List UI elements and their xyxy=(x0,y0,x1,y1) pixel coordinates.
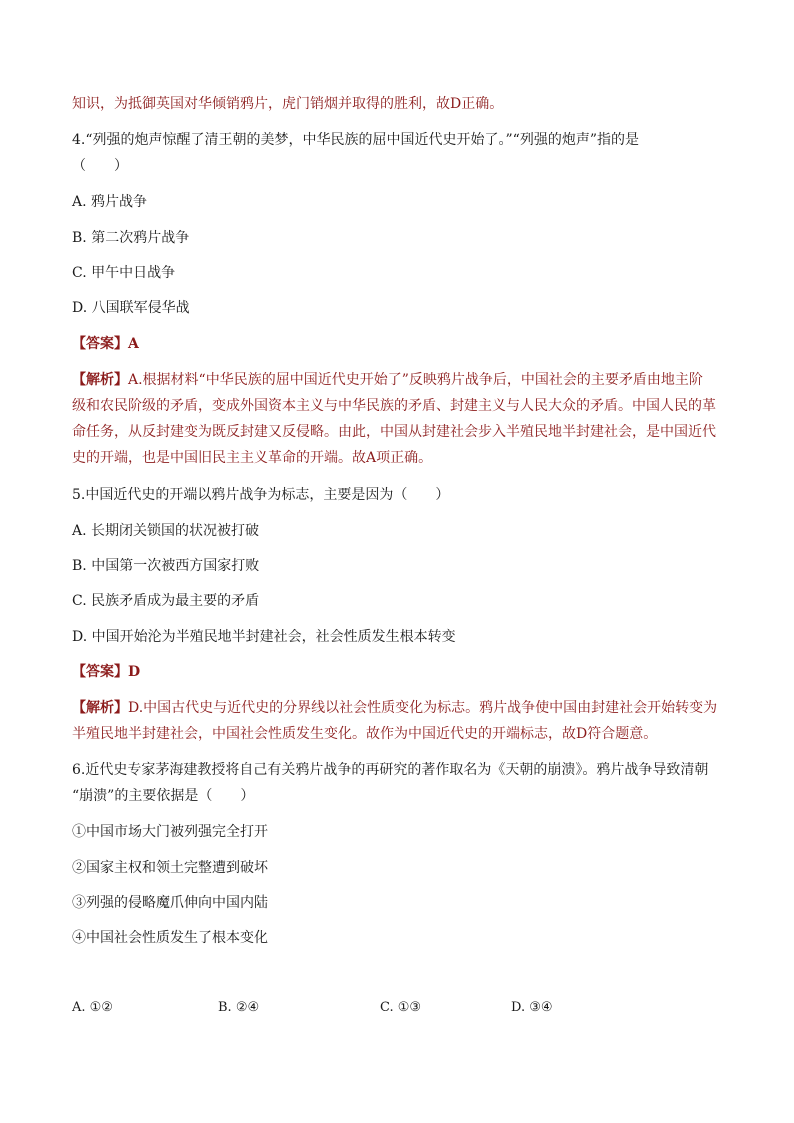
q6-stem-line1: 6.近代史专家茅海建教授将自己有关鸦片战争的再研究的著作取名为《天朝的崩溃》。鸦片战争导致清朝 xyxy=(72,762,709,778)
analysis-text: D.中国古代史与近代史的分界线以社会性质变化为标志。鸦片战争使中国由封建社会开始转变为 xyxy=(128,700,718,716)
answer-label: 【答案】 xyxy=(72,336,128,352)
q4-option-c: C. 甲午中日战争 xyxy=(72,265,176,281)
q3-analysis-tail: 知识，为抵御英国对华倾销鸦片，虎门销烟并取得的胜利，故D正确。 xyxy=(72,96,504,112)
q6-item-2: ②国家主权和领土完整遭到破坏 xyxy=(72,860,268,876)
analysis-label: 【解析】 xyxy=(72,700,128,716)
q6-option-d: D. ③④ xyxy=(511,1000,553,1015)
q5-option-c: C. 民族矛盾成为最主要的矛盾 xyxy=(72,593,260,609)
q4-answer xyxy=(72,334,727,354)
q4-analysis-line4: 史的开端，也是中国旧民主主义革命的开端。故A项正确。 xyxy=(72,450,433,466)
q5-analysis-line1 xyxy=(72,698,727,718)
answer-value: D xyxy=(128,664,141,680)
q4-option-b: B. 第二次鸦片战争 xyxy=(72,230,190,246)
q4-stem-line1: 4.“列强的炮声惊醒了清王朝的美梦，中华民族的屈中国近代史开始了。”“列强的炮声”指的是 xyxy=(72,132,639,148)
q6-option-a: A. ①② xyxy=(72,1000,113,1015)
q4-analysis-line3: 命任务，从反封建变为既反封建又反侵略。由此，中国从封建社会步入半殖民地半封建社会，是中国近代 xyxy=(72,424,716,440)
analysis-label: 【解析】 xyxy=(72,372,128,388)
q5-option-a: A. 长期闭关锁国的状况被打破 xyxy=(72,523,260,539)
q5-stem: 5.中国近代史的开端以鸦片战争为标志，主要是因为（ ） xyxy=(72,487,450,503)
q6-item-1: ①中国市场大门被列强完全打开 xyxy=(72,824,268,840)
q5-analysis-line2: 半殖民地半封建社会，中国社会性质发生变化。故作为中国近代史的开端标志，故D符合题意。 xyxy=(72,726,658,742)
q5-option-d: D. 中国开始沦为半殖民地半封建社会，社会性质发生根本转变 xyxy=(72,629,456,645)
answer-value: A xyxy=(128,336,139,352)
analysis-text: A.根据材料“中华民族的屈中国近代史开始了”反映鸦片战争后，中国社会的主要矛盾由地主阶 xyxy=(128,372,703,388)
q6-stem-line2: “崩溃”的主要依据是（ ） xyxy=(72,788,255,804)
q4-stem-line2: （ ） xyxy=(72,158,128,174)
q4-option-d: D. 八国联军侵华战 xyxy=(72,300,190,316)
q6-option-c: C. ①③ xyxy=(380,1000,422,1015)
q6-item-3: ③列强的侵略魔爪伸向中国内陆 xyxy=(72,895,268,911)
q4-analysis-line1 xyxy=(72,370,727,390)
q4-option-a: A. 鸦片战争 xyxy=(72,194,148,210)
q5-answer xyxy=(72,662,727,682)
q6-item-4: ④中国社会性质发生了根本变化 xyxy=(72,930,268,946)
answer-label: 【答案】 xyxy=(72,664,128,680)
q4-analysis-line2: 级和农民阶级的矛盾，变成外国资本主义与中华民族的矛盾、封建主义与人民大众的矛盾。中国人民的革 xyxy=(72,398,716,414)
q5-option-b: B. 中国第一次被西方国家打败 xyxy=(72,558,260,574)
q6-option-b: B. ②④ xyxy=(218,1000,260,1015)
